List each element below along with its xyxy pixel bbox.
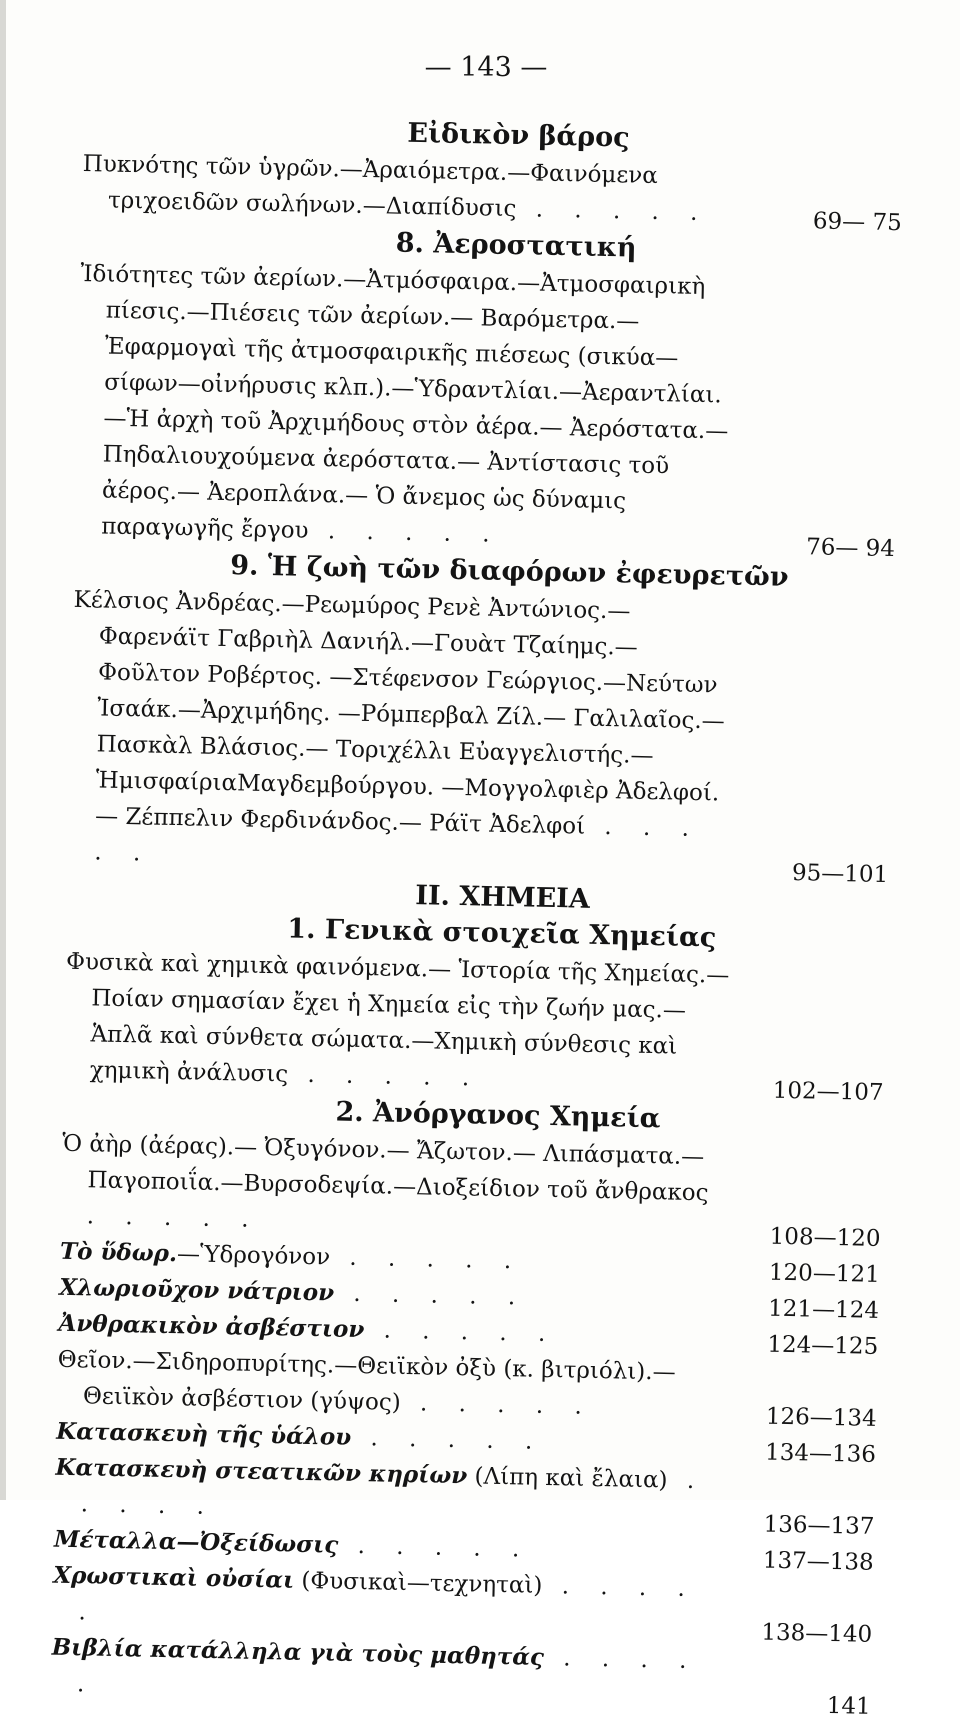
page-number: — 143 — [424, 52, 548, 83]
toc-page-range: 124—125 [767, 1331, 879, 1360]
leader-dots: . . . . . [76, 1644, 699, 1698]
toc-entry-text [75, 256, 746, 558]
toc-page-range: 137—138 [762, 1547, 874, 1576]
leader-dots: . . . . . [350, 1424, 545, 1455]
toc-page-range: 141 [826, 1692, 871, 1720]
toc-entry [51, 1630, 871, 1720]
toc-entry-description: Ἰδιότητες τῶν ἀερίων.—Ἀτμόσφαιρα.—Ἀτμοσφαιρικὴ πίεσις.—Πιέσεις τῶν ἀερίων.— Βαρόμετρα.— Ἐφαρμογαὶ τῆς ἀτμοσφαιρικῆς πιέσεως (σικύα—σίφων—οἰνήρυσις κλπ.).—Ὑδραντλίαι.—Ἀεραντλίαι.—Ἡ ἀρχὴ τοῦ Ἀρχιμήδους στὸν ἀέρα.— Ἀερόστατα.— Πηδαλιουχούμενα ἀερόστατα.— Ἀντίστασις τοῦ ἀέρος.— Ἀεροπλάνα.— Ὁ ἄνεμος ὡς δύναμις παραγωγῆς ἔργου [80, 260, 729, 544]
toc-entry-description: (Λίπη καὶ ἔλαια) [466, 1463, 668, 1494]
toc-page-range: 95—101 [791, 859, 889, 889]
leader-dots: . . . . . [364, 1317, 558, 1348]
toc-entry-description: Κέλσιος Ἀνδρέας.—Ρεωμύρος Ρενὲ Ἀντώνιος.—Φαρενάϊτ Γαβριὴλ Δανιήλ.—Γουὰτ Τζαίημς.—Φοῦλτον Ροβέρτος. —Στέφενσον Γεώργιος.—Νεύτων Ἰσαάκ.—Ἀρχιμήδης. —Ρόμπερβαλ Ζίλ.— Γαλιλαῖος.— Πασκὰλ Βλάσιος.— Τοριχέλλι Εὐαγγελιστής.—ἩμισφαίριαΜαγδεμβούργου. —Μογγολφιὲρ Ἀδελφοί.— Ζέππελιν Φερδινάνδος.— Ράϊτ Ἀδελφοί [73, 586, 725, 840]
toc-entry-bold-title: Χλωριοῦχον νάτριον [59, 1273, 335, 1307]
toc-entry-bold-title: Μέταλλα—Ὀξείδωσις [53, 1525, 339, 1559]
leader-dots: . . . . . [516, 196, 710, 227]
toc-page-range: 76— 94 [805, 534, 896, 563]
toc-entry-text [82, 146, 748, 232]
toc-entry-text [51, 1630, 717, 1716]
section-heading: II. ΧΗΜΕΙΑ [414, 880, 591, 915]
leader-dots: . . . . . [338, 1532, 532, 1563]
toc-entry-text [60, 1126, 727, 1248]
toc-page-range: 138—140 [761, 1619, 873, 1648]
toc-page-range: 108—120 [769, 1223, 881, 1252]
section-heading: 9. Ἡ ζωὴ τῶν διαφόρων ἐφευρετῶν [229, 550, 789, 593]
leader-dots: . . . . . [78, 1572, 698, 1626]
toc-entry [60, 1126, 881, 1252]
leader-dots: . . . . . [80, 1467, 707, 1521]
toc-entry-bold-title: Βιβλία κατάλληλα γιὰ τοὺς μαθητάς [51, 1633, 545, 1671]
toc-entry-text [54, 1450, 720, 1536]
leader-dots: . . . . . [86, 1203, 261, 1233]
toc-entry [82, 146, 903, 237]
toc-entry-description: (Φυσικαὶ—τεχνηταὶ) [293, 1567, 543, 1599]
toc-entry-text [52, 1558, 718, 1644]
toc-entry-bold-title: Κατασκευὴ τῆς ὑάλου [55, 1417, 352, 1451]
toc-page-range: 69— 75 [812, 208, 903, 237]
toc-entry-text [57, 1342, 723, 1428]
toc-entry-text [68, 582, 739, 884]
toc-page-range: 121—124 [767, 1295, 880, 1324]
toc-entry-bold-title: Κατασκευὴ στεατικῶν κηρίων [55, 1453, 468, 1490]
toc-entry [75, 256, 896, 563]
toc-page-range: 126—134 [765, 1403, 877, 1432]
section-heading: 2. Ἀνόργανος Χημεία [335, 1096, 661, 1135]
toc-entry-bold-title: Ἀνθρακικὸν ἀσβέστιον [58, 1309, 365, 1344]
section-heading: 8. Ἀεροστατική [395, 227, 637, 264]
table-of-contents [51, 108, 903, 1720]
toc-entry-bold-title: Τὸ ὕδωρ. [59, 1237, 178, 1268]
toc-entry [63, 944, 884, 1106]
leader-dots: . . . . . [329, 1244, 524, 1275]
toc-page-range: 134—136 [764, 1439, 877, 1468]
toc-page-range: 120—121 [768, 1259, 881, 1288]
toc-entry-bold-title: Χρωστικαὶ οὐσίαι [52, 1561, 295, 1594]
toc-entry-description: Πυκνότης τῶν ὑγρῶν.—Ἀραιόμετρα.—Φαινόμενα τριχοειδῶν σωλήνων.—Διαπίδυσις [82, 150, 659, 223]
toc-entry-text [63, 944, 731, 1102]
leader-dots: . . . . . [94, 813, 702, 867]
section-heading: Εἰδικὸν βάρος [407, 117, 630, 154]
toc-entry [68, 582, 889, 889]
section-heading: 1. Γενικὰ στοιχεῖα Χημείας [287, 913, 717, 954]
leader-dots: . . . . . [400, 1389, 595, 1420]
toc-entry-description: Φυσικὰ καὶ χημικὰ φαινόμενα.— Ἱστορία τῆς Χημείας.— Ποίαν σημασίαν ἔχει ἡ Χημεία εἰς τὴν ζωήν μας.— Ἁπλᾶ καὶ σύνθετα σώματα.—Χημικὴ σύνθεσις καὶ χημικὴ ἀνάλυσις [65, 948, 730, 1088]
toc-entry-description: Ὁ ἀὴρ (ἀέρας).— Ὀξυγόνον.— Ἄζωτον.— Λιπάσματα.— Παγοποιΐα.—Βυρσοδεψία.—Διοξείδιον τοῦ ἄνθρακος [62, 1130, 709, 1207]
toc-entry-description: —Ὑδρογόνον [176, 1241, 331, 1271]
leader-dots: . . . . . [287, 1061, 482, 1092]
leader-dots: . . . . . [308, 517, 502, 548]
toc-page-range: 102—107 [772, 1077, 884, 1106]
toc-page-range: 136—137 [763, 1511, 875, 1540]
leader-dots: . . . . . [333, 1280, 528, 1311]
toc-entry-description: Θεῖον.—Σιδηροπυρίτης.—Θειϊκὸν ὀξὺ (κ. βιτριόλι).—Θειϊκὸν ἀσβέστιον (γύψος) [57, 1346, 676, 1416]
